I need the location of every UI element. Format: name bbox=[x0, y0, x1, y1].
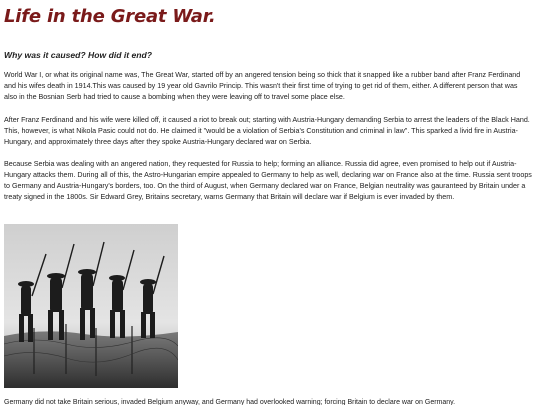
image-caption: Germany did not take Britain serious, invaded Belgium anyway, and Germany had overlooked warning; forcing Britain to declare war on Germany. bbox=[4, 399, 456, 405]
article-paragraph: Because Serbia was dealing with an angered nation, they requested for Russia to help; forming an alliance. Russia did agree, even promised to help out if Austria-Hungary attacks them. During all of this, the Astro-Hungarian empire appealed to Germany to help as well, declaring war on France also at the time. Russia sent troops to Germany and Austria-Hungary's borders, too. On the third of August, when Germany declared war on France, Belgian neutrality was gauranteed by Britain under a treaty signed in the 1800s. Sir Edward Grey, Britains secretary, warns Germany that Britain will declare war if Belgium is ever invaded by them. bbox=[4, 160, 532, 201]
article-subtitle: Why was it caused? How did it end? bbox=[4, 50, 153, 60]
soldiers-photo bbox=[4, 224, 178, 388]
page-title: Life in the Great War. bbox=[4, 6, 216, 27]
article-paragraph: After Franz Ferdinand and his wife were killed off, it caused a riot to break out; starting with Austria-Hungary demanding Serbia to arrest the leaders of the Black Hand. This, however, is what Nikola Pasic could not do. He claimed it "would be a violation of Serbia's Constitution and criminal in law". This sparked a livid fire in Austria-Hungary, and approximately three days after they spoke Austria-Hungary declared war on Serbia. bbox=[4, 116, 530, 146]
article-paragraph: World War I, or what its original name was, The Great War, started off by an angered tension being so thick that it snapped like a rubber band after Franz Ferdinand and his wifes death in 1914.This was caused by 19 year old Gavrilo Princip. This wasn't their first time of trying to get rid of them, either. A different person that was also in the Bosnian Serb had tried to cause a bombing when they were leaving off to travel some place else. bbox=[4, 71, 521, 101]
